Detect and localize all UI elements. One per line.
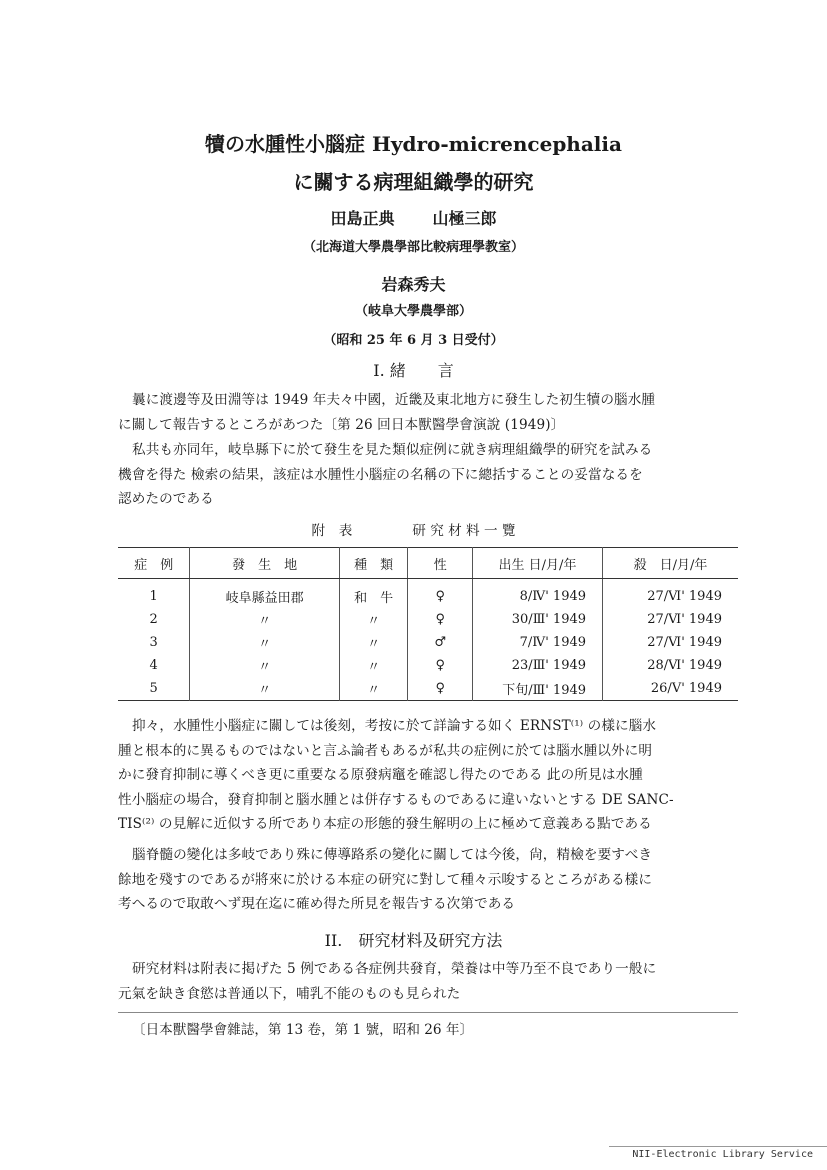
cell-birth: 下旬/Ⅲ' 1949 [473,677,603,701]
author-tajima: 田島正典 [330,209,395,228]
cell-location: 〃 [190,654,339,677]
cell-breed: 〃 [339,654,408,677]
cell-location: 〃 [190,608,339,631]
table-caption [0,519,827,539]
affiliation-2: （岐阜大學農學部） [354,304,472,319]
cell-location: 岐阜縣益田郡 [190,579,339,609]
library-service-footer: NII-Electronic Library Service [632,1149,813,1160]
cell-breed: 和 牛 [339,579,408,609]
table-row [118,677,738,701]
cell-location: 〃 [190,677,339,701]
header-location: 發 生 地 [190,548,339,579]
text-line: 考へるので取敢へず現在迄に確め得た所見を報告する次第である [118,896,516,912]
cell-killed: 27/Ⅵ' 1949 [603,631,738,654]
text-line: 腦脊髓の變化は多岐であり殊に傳導路系の變化に關しては今後，尙，精檢を要すべき [132,847,653,863]
author-iwamori: 岩森秀夫 [381,275,446,294]
journal-citation: 〔日本獸醫學會雜誌，第 13 卷，第 1 號，昭和 26 年〕 [132,1022,474,1038]
cell-killed: 27/Ⅵ' 1949 [603,608,738,631]
text-line: 元氣を缺き食慾は普通以下，哺乳不能のものも見られた [118,985,461,1002]
paragraph-intro-1 [118,388,734,437]
cell-case: 4 [149,658,158,673]
text-line: 認めたのである [118,491,214,507]
text-line: 餘地を殘すのであるが將來に於ける本症の研究に對して種々示唆するところがある樣に [118,871,653,888]
header-sex: 性 [408,548,473,579]
text-line: 腫と根本的に異るものではないと言ふ論者もあるが私共の症例に於ては腦水腫以外に明 [118,742,653,759]
title-line-2: に關する病理組織學的研究 [293,170,534,194]
cell-location: 〃 [190,631,339,654]
cell-sex: ♀ [408,654,473,677]
paragraph-discussion-2 [118,843,734,917]
title-line-1: 犢の水腫性小腦症 Hydro-micrencephalia [205,132,622,156]
cell-breed: 〃 [339,631,408,654]
cell-birth: 8/Ⅳ' 1949 [473,579,603,609]
cell-breed: 〃 [339,608,408,631]
table-row [118,631,738,654]
cell-sex: ♀ [408,677,473,701]
section-heading-materials-methods: II. 研究材料及研究方法 [324,931,503,950]
cell-sex: ♂ [408,631,473,654]
cell-case: 5 [149,681,158,696]
text-line: 研究材料は附表に掲げた 5 例である各症例共發育，榮養は中等乃至不良であり一般に [132,961,657,977]
text-line: 性小腦症の場合，發育抑制と腦水腫とは併存するものであるに違いないとする DE SANC- [118,791,674,808]
author-line-1 [0,206,827,229]
header-killed: 殺 日/月/年 [603,548,738,579]
paragraph-discussion-1 [118,714,734,837]
table-header-row [118,548,738,579]
text-line: 曩に渡邊等及田淵等は 1949 年夫々中國，近畿及東北地方に發生した初生犢の腦水腫 [132,392,656,408]
text-line: 機會を得た 檢索の結果，該症は水腫性小腦症の名稱の下に總括することの妥當なるを [118,466,643,483]
header-case: 症 例 [118,548,190,579]
cell-sex: ♀ [408,608,473,631]
cell-sex: ♀ [408,579,473,609]
cell-case: 1 [149,589,158,604]
text-line: かに發育抑制に導くべき更に重要なる原發病竈を確認し得たのである 此の所見は水腫 [118,767,643,783]
cell-birth: 7/Ⅳ' 1949 [473,631,603,654]
affiliation-1: （北海道大學農學部比較病理學教室） [302,240,524,255]
header-birth: 出生 日/月/年 [473,548,603,579]
table-row [118,608,738,631]
section-heading-introduction: I. 緒 言 [373,361,454,380]
table-row [118,579,738,609]
table-caption-title: 研 究 材 料 一 覽 [412,523,516,539]
header-breed: 種 類 [339,548,408,579]
received-date: （昭和 25 年 6 月 3 日受付） [323,333,504,348]
cell-killed: 27/Ⅵ' 1949 [603,579,738,609]
cell-killed: 26/Ⅴ' 1949 [603,677,738,701]
materials-table [118,547,738,701]
author-line-2 [0,272,827,295]
cell-case: 3 [149,635,158,650]
cell-birth: 30/Ⅲ' 1949 [473,608,603,631]
table-row [118,654,738,677]
cell-case: 2 [149,612,158,627]
paragraph-materials-1 [118,957,734,1006]
cell-birth: 23/Ⅲ' 1949 [473,654,603,677]
text-line: 抑々，水腫性小腦症に關しては後刻，考按に於て詳論する如く ERNST⁽¹⁾ の樣に腦水 [132,718,657,734]
paragraph-intro-2 [118,438,734,512]
text-line: TIS⁽²⁾ の見解に近似する所であり本症の形態的發生解明の上に極めて意義ある點である [118,816,652,832]
author-yamagiwa: 山極三郎 [432,209,497,228]
cell-killed: 28/Ⅵ' 1949 [603,654,738,677]
table-caption-label: 附 表 [311,523,353,539]
text-line: 私共も亦同年，岐阜縣下に於て發生を見た類似症例に就き病理組織學的研究を試みる [132,442,653,458]
cell-breed: 〃 [339,677,408,701]
text-line: に關して報告するところがあつた〔第 26 回日本獸醫學會演說 (1949)〕 [118,416,565,433]
footer-divider [609,1146,827,1147]
footnote-divider [118,1012,738,1013]
